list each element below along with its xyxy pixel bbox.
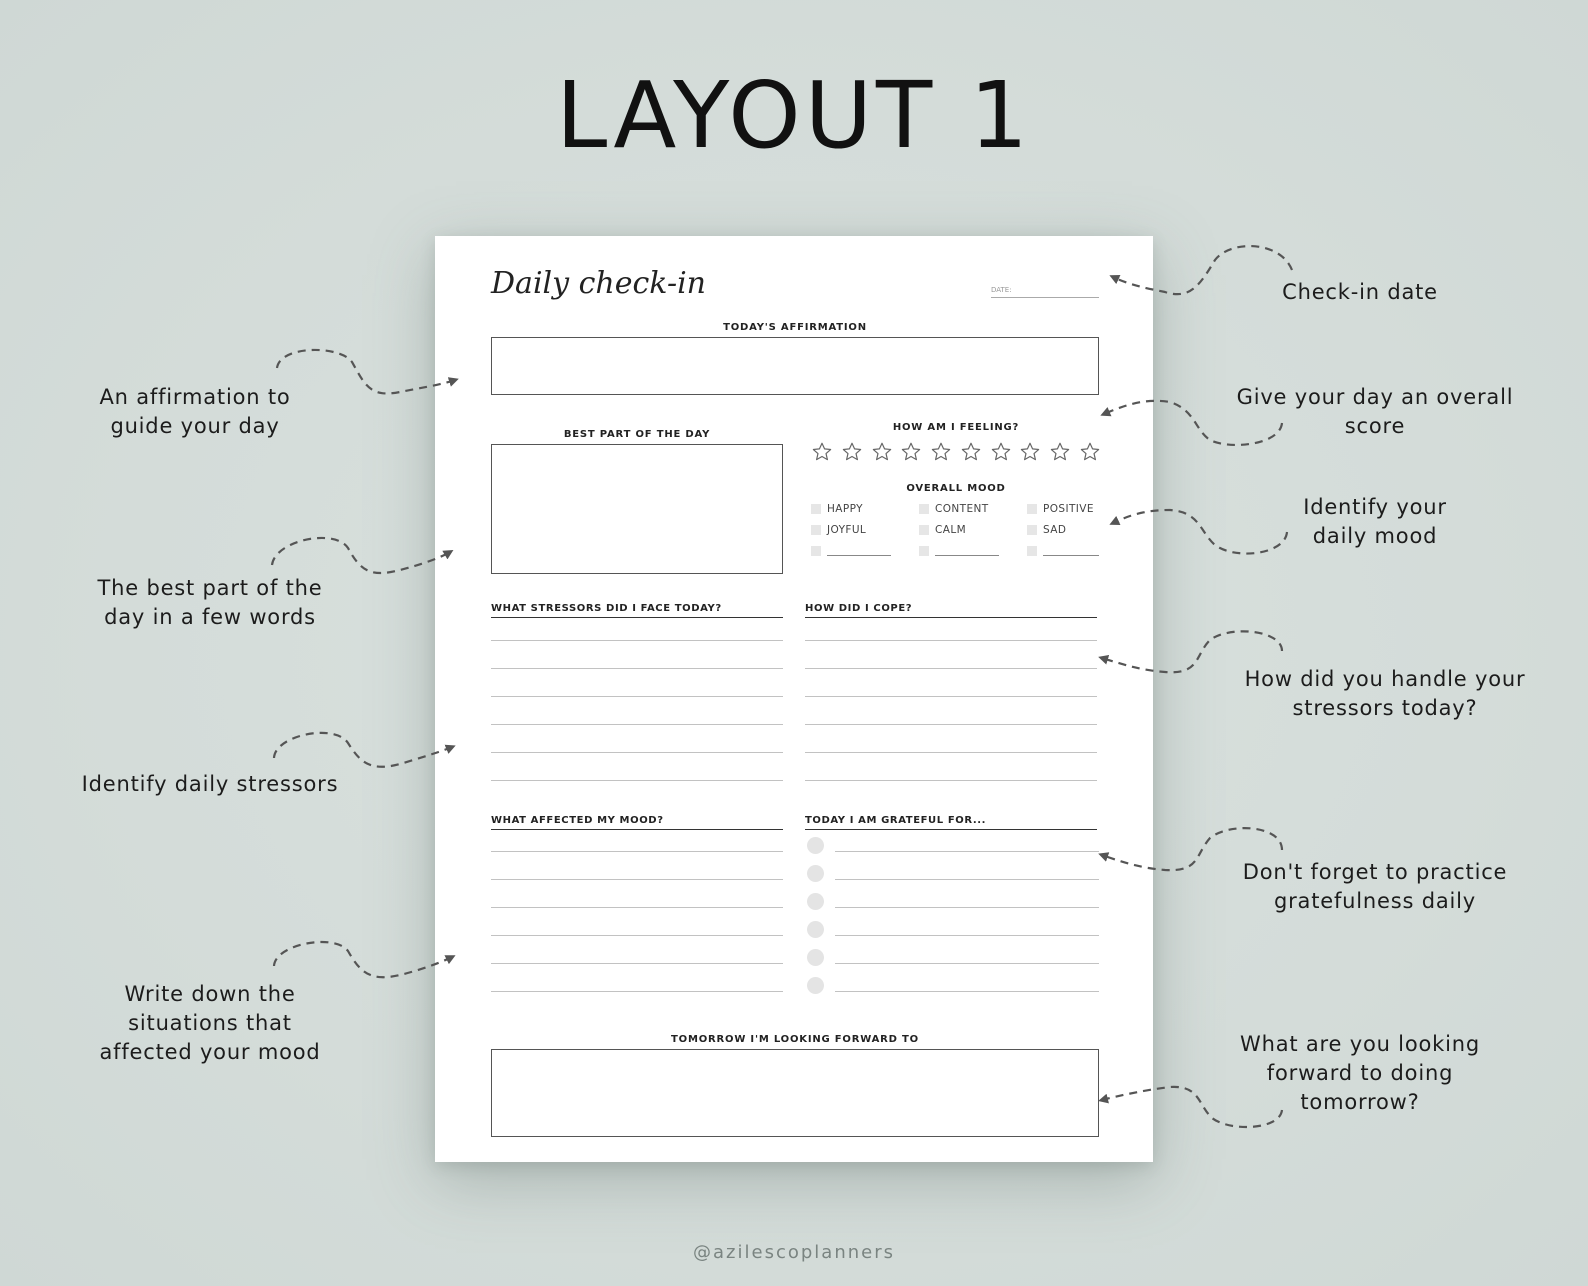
- checkin-sheet: [435, 236, 1153, 1162]
- blank-line[interactable]: [827, 546, 891, 556]
- mood-option-happy[interactable]: HAPPY: [811, 501, 919, 516]
- annotation-checkin-date: Check-in date: [1282, 280, 1438, 304]
- gratitude-line[interactable]: [835, 907, 1099, 908]
- date-field[interactable]: DATE:: [991, 286, 1099, 298]
- writing-line[interactable]: [805, 696, 1097, 697]
- writing-line[interactable]: [491, 640, 783, 641]
- gratitude-line[interactable]: [835, 963, 1099, 964]
- star-icon[interactable]: [1079, 441, 1101, 463]
- bullet-dot: [807, 837, 824, 854]
- best-part-label: BEST PART OF THE DAY: [563, 429, 711, 440]
- writing-line[interactable]: [491, 668, 783, 669]
- star-icon[interactable]: [841, 441, 863, 463]
- checkbox[interactable]: [919, 546, 929, 556]
- mood-option-joyful[interactable]: JOYFUL: [811, 522, 919, 537]
- star-icon[interactable]: [871, 441, 893, 463]
- bullet-dot: [807, 977, 824, 994]
- writing-line[interactable]: [491, 780, 783, 781]
- footer-handle: @azilescoplanners: [693, 1242, 895, 1263]
- feeling-label: HOW AM I FEELING?: [892, 422, 1020, 433]
- star-icon[interactable]: [930, 441, 952, 463]
- bullet-dot: [807, 949, 824, 966]
- writing-line[interactable]: [805, 752, 1097, 753]
- writing-line[interactable]: [491, 724, 783, 725]
- mood-option-positive[interactable]: POSITIVE: [1027, 501, 1101, 516]
- mood-option-sad[interactable]: SAD: [1027, 522, 1101, 537]
- affirmation-box[interactable]: [491, 337, 1099, 395]
- gratitude-line[interactable]: [835, 935, 1099, 936]
- writing-line[interactable]: [491, 907, 783, 908]
- annotation-mood: Identify your daily mood: [1303, 495, 1447, 548]
- checkbox[interactable]: [919, 525, 929, 535]
- writing-line[interactable]: [491, 963, 783, 964]
- mood-option-calm[interactable]: CALM: [919, 522, 1027, 537]
- bullet-dot: [807, 921, 824, 938]
- annotation-affected: Write down the situations that affected your mood: [99, 982, 321, 1064]
- cope-label: HOW DID I COPE?: [805, 603, 1097, 618]
- arrow-best-part: [272, 538, 450, 573]
- grateful-label: TODAY I AM GRATEFUL FOR...: [805, 815, 1097, 830]
- feeling-stars: [811, 441, 1101, 463]
- checkbox[interactable]: [1027, 504, 1037, 514]
- checkbox[interactable]: [919, 504, 929, 514]
- mood-option-blank[interactable]: [919, 543, 1027, 558]
- star-icon[interactable]: [960, 441, 982, 463]
- writing-line[interactable]: [491, 696, 783, 697]
- affirmation-label: TODAY'S AFFIRMATION: [723, 322, 867, 333]
- sheet-title: Daily check-in: [491, 266, 706, 301]
- writing-line[interactable]: [805, 724, 1097, 725]
- blank-line[interactable]: [1043, 546, 1099, 556]
- writing-line[interactable]: [491, 991, 783, 992]
- annotation-best-part: The best part of the day in a few words: [97, 576, 323, 629]
- mood-option-blank[interactable]: [811, 543, 919, 558]
- mood-grid: [811, 501, 1101, 558]
- star-icon[interactable]: [900, 441, 922, 463]
- mood-option-blank[interactable]: [1027, 543, 1101, 558]
- checkbox[interactable]: [811, 546, 821, 556]
- star-icon[interactable]: [990, 441, 1012, 463]
- tomorrow-label: TOMORROW I'M LOOKING FORWARD TO: [671, 1034, 919, 1045]
- checkbox[interactable]: [811, 525, 821, 535]
- writing-line[interactable]: [805, 668, 1097, 669]
- overall-mood-label: OVERALL MOOD: [906, 483, 1006, 494]
- annotation-handle: How did you handle your stressors today?: [1244, 667, 1526, 720]
- best-part-box[interactable]: [491, 444, 783, 574]
- bullet-dot: [807, 865, 824, 882]
- gratitude-line[interactable]: [835, 851, 1099, 852]
- star-icon[interactable]: [1019, 441, 1041, 463]
- blank-line[interactable]: [935, 546, 999, 556]
- writing-line[interactable]: [491, 752, 783, 753]
- arrow-stressors: [274, 733, 452, 767]
- writing-line[interactable]: [805, 640, 1097, 641]
- writing-line[interactable]: [491, 879, 783, 880]
- annotation-tomorrow: What are you looking forward to doing tomorrow?: [1240, 1032, 1480, 1114]
- gratitude-line[interactable]: [835, 991, 1099, 992]
- annotation-affirmation: An affirmation to guide your day: [99, 385, 291, 438]
- arrow-affected: [274, 942, 452, 977]
- writing-line[interactable]: [491, 851, 783, 852]
- annotation-score: Give your day an overall score: [1236, 385, 1514, 438]
- tomorrow-box[interactable]: [491, 1049, 1099, 1137]
- checkbox[interactable]: [1027, 546, 1037, 556]
- writing-line[interactable]: [805, 780, 1097, 781]
- annotation-grateful: Don't forget to practice gratefulness daily: [1242, 860, 1508, 913]
- writing-line[interactable]: [491, 935, 783, 936]
- star-icon[interactable]: [811, 441, 833, 463]
- bullet-dot: [807, 893, 824, 910]
- star-icon[interactable]: [1049, 441, 1071, 463]
- gratitude-line[interactable]: [835, 879, 1099, 880]
- affected-label: WHAT AFFECTED MY MOOD?: [491, 815, 783, 830]
- page-title: LAYOUT 1: [555, 62, 1033, 169]
- checkbox[interactable]: [1027, 525, 1037, 535]
- stressors-label: WHAT STRESSORS DID I FACE TODAY?: [491, 603, 783, 618]
- checkbox[interactable]: [811, 504, 821, 514]
- mood-option-content[interactable]: CONTENT: [919, 501, 1027, 516]
- annotation-stressors: Identify daily stressors: [81, 772, 339, 796]
